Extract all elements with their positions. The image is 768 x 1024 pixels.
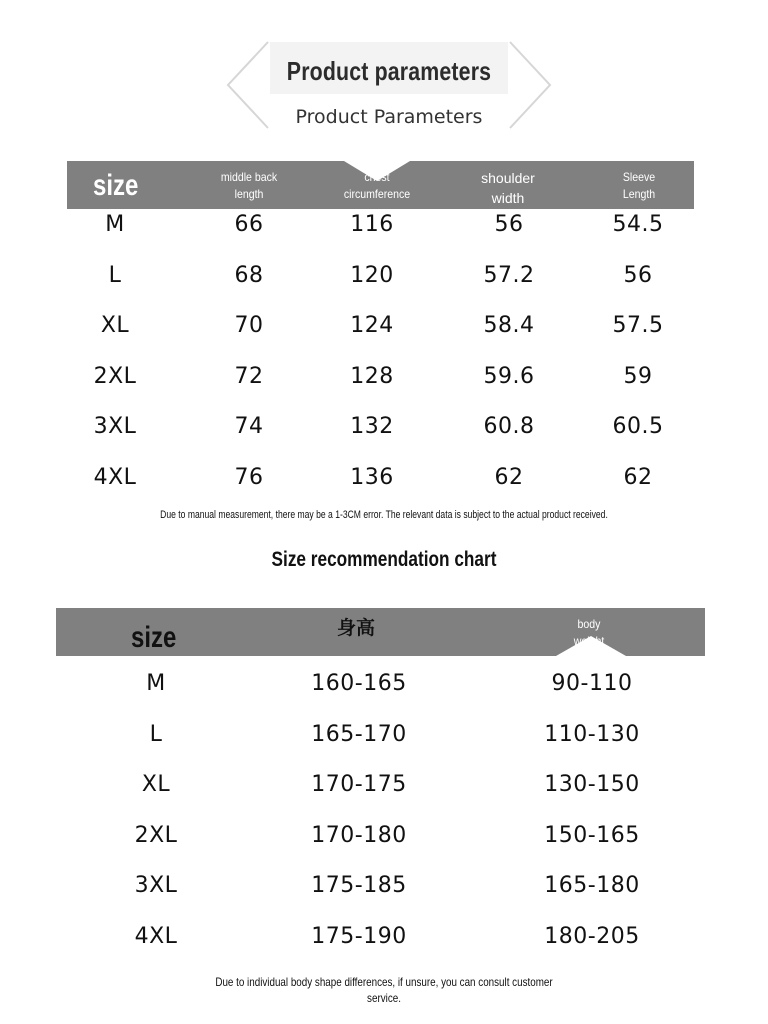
- cell-middle-back-length: 72: [234, 363, 264, 389]
- product-parameters-banner: [226, 40, 552, 130]
- recommendation-note: Due to individual body shape differences, if unsure, you can consult customer service.: [215, 975, 553, 1006]
- cell-middle-back-length: 76: [234, 464, 264, 490]
- cell-chest-circumference: 136: [350, 464, 394, 490]
- cell-sleeve-length: 59: [623, 363, 653, 389]
- recommendation-size-label: size: [131, 621, 177, 654]
- header-shoulder-width: shoulder width: [481, 170, 535, 206]
- header-height: 身高: [336, 618, 375, 639]
- cell-shoulder-width: 58.4: [483, 313, 535, 338]
- cell-body-weight: 130-150: [544, 772, 640, 797]
- cell-size: 2XL: [134, 822, 178, 848]
- header-chest-circumference: chest circumference: [343, 170, 411, 201]
- cell-size: 3XL: [93, 414, 137, 439]
- recommendation-title: Size recommendation chart: [271, 548, 497, 571]
- cell-size: L: [108, 262, 122, 288]
- cell-height: 160-165: [311, 671, 407, 696]
- cell-size: 3XL: [134, 873, 178, 898]
- product-table-header: [67, 161, 694, 209]
- cell-middle-back-length: 70: [234, 313, 264, 338]
- cell-shoulder-width: 56: [494, 212, 524, 237]
- cell-size: 2XL: [93, 363, 137, 389]
- cell-size: L: [149, 721, 163, 747]
- cell-size: 4XL: [93, 464, 137, 490]
- cell-height: 170-175: [311, 772, 407, 797]
- cell-size: M: [146, 671, 166, 696]
- cell-size: XL: [141, 772, 171, 797]
- cell-body-weight: 165-180: [544, 873, 640, 898]
- cell-middle-back-length: 68: [234, 262, 264, 288]
- cell-chest-circumference: 128: [350, 363, 394, 389]
- cell-body-weight: 90-110: [551, 671, 633, 696]
- cell-middle-back-length: 66: [234, 212, 264, 237]
- cell-size: M: [105, 212, 125, 237]
- cell-height: 175-185: [311, 873, 407, 898]
- cell-chest-circumference: 124: [350, 313, 394, 338]
- banner-title: Product parameters: [286, 56, 492, 86]
- cell-chest-circumference: 116: [350, 212, 394, 237]
- cell-sleeve-length: 57.5: [612, 313, 664, 338]
- header-middle-back-length: middle back length: [220, 170, 278, 201]
- cell-sleeve-length: 54.5: [612, 212, 664, 237]
- cell-body-weight: 180-205: [544, 923, 640, 949]
- cell-sleeve-length: 62: [623, 464, 653, 490]
- cell-body-weight: 110-130: [544, 721, 640, 747]
- cell-body-weight: 150-165: [544, 822, 640, 848]
- cell-middle-back-length: 74: [234, 414, 264, 439]
- cell-sleeve-length: 60.5: [612, 414, 664, 439]
- header-sleeve-length: Sleeve Length: [622, 170, 656, 201]
- cell-shoulder-width: 59.6: [483, 363, 535, 389]
- banner-subtitle: Product Parameters: [295, 106, 483, 128]
- cell-sleeve-length: 56: [623, 262, 653, 288]
- cell-height: 165-170: [311, 721, 407, 747]
- header-body-weight: body weight: [573, 617, 605, 648]
- cell-size: XL: [100, 313, 130, 338]
- cell-shoulder-width: 60.8: [483, 414, 535, 439]
- cell-shoulder-width: 57.2: [483, 262, 535, 288]
- cell-shoulder-width: 62: [494, 464, 524, 490]
- measurement-note: Due to manual measurement, there may be a 1-3CM error. The relevant data is subject to the actual product received.: [160, 509, 608, 521]
- cell-size: 4XL: [134, 923, 178, 949]
- cell-height: 170-180: [311, 822, 407, 848]
- cell-chest-circumference: 132: [350, 414, 394, 439]
- cell-height: 175-190: [311, 923, 407, 949]
- cell-chest-circumference: 120: [350, 262, 394, 288]
- product-size-label: size: [93, 169, 139, 202]
